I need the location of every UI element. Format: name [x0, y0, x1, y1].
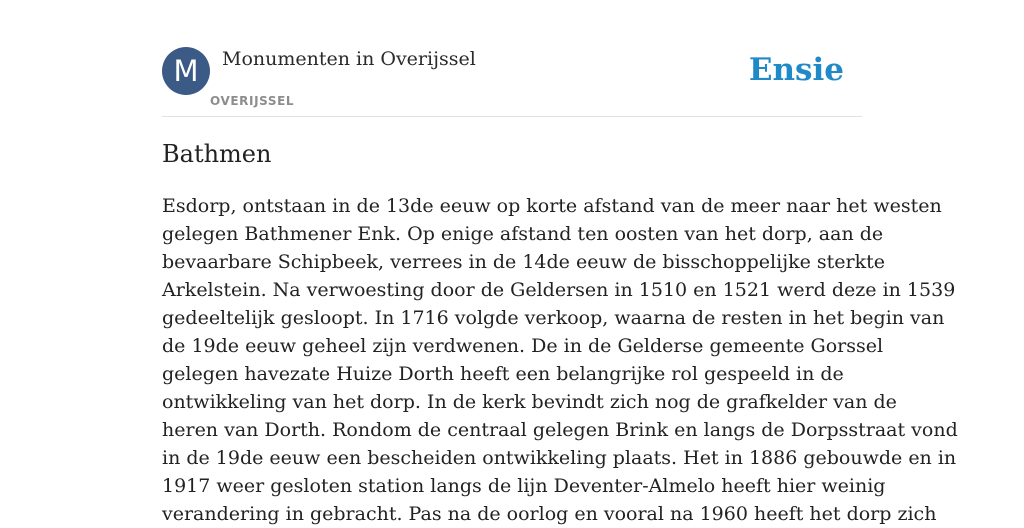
body-line: Esdorp, ontstaan in de 13de eeuw op korte afstand van de meer naar het westen — [162, 195, 942, 217]
body-line: 1917 weer gesloten station langs de lijn Deventer-Almelo heeft hier weinig — [162, 475, 886, 497]
avatar[interactable]: M — [162, 47, 210, 95]
article-body — [162, 192, 958, 528]
body-line: verandering in gebracht. Pas na de oorlog en vooral na 1960 heeft het dorp zich — [162, 503, 937, 525]
source-title[interactable]: Monumenten in Overijssel — [222, 48, 476, 70]
body-line: Arkelstein. Na verwoesting door de Geldersen in 1510 en 1521 werd deze in 1539 — [162, 279, 956, 301]
body-line: gelegen Bathmener Enk. Op enige afstand ten oosten van het dorp, aan de — [162, 223, 884, 245]
ensie-logo[interactable]: Ensie — [748, 52, 844, 88]
source-tag[interactable]: OVERIJSSEL — [210, 94, 295, 108]
article-title: Bathmen — [162, 140, 272, 168]
body-line: de 19de eeuw geheel zijn verdwenen. De in de Gelderse gemeente Gorssel — [162, 335, 884, 357]
source-header — [162, 46, 862, 117]
body-line: bevaarbare Schipbeek, verrees in de 14de eeuw de bisschoppelijke sterkte — [162, 251, 886, 273]
body-line: heren van Dorth. Rondom de centraal gelegen Brink en langs de Dorpsstraat vond — [162, 419, 958, 441]
body-line: gelegen havezate Huize Dorth heeft een belangrijke rol gespeeld in de — [162, 363, 844, 385]
body-line: ontwikkeling van het dorp. In de kerk bevindt zich nog de grafkelder van de — [162, 391, 897, 413]
body-line: in de 19de eeuw een bescheiden ontwikkeling plaats. Het in 1886 gebouwde en in — [162, 447, 957, 469]
body-line: gedeeltelijk gesloopt. In 1716 volgde verkoop, waarna de resten in het begin van — [162, 307, 945, 329]
